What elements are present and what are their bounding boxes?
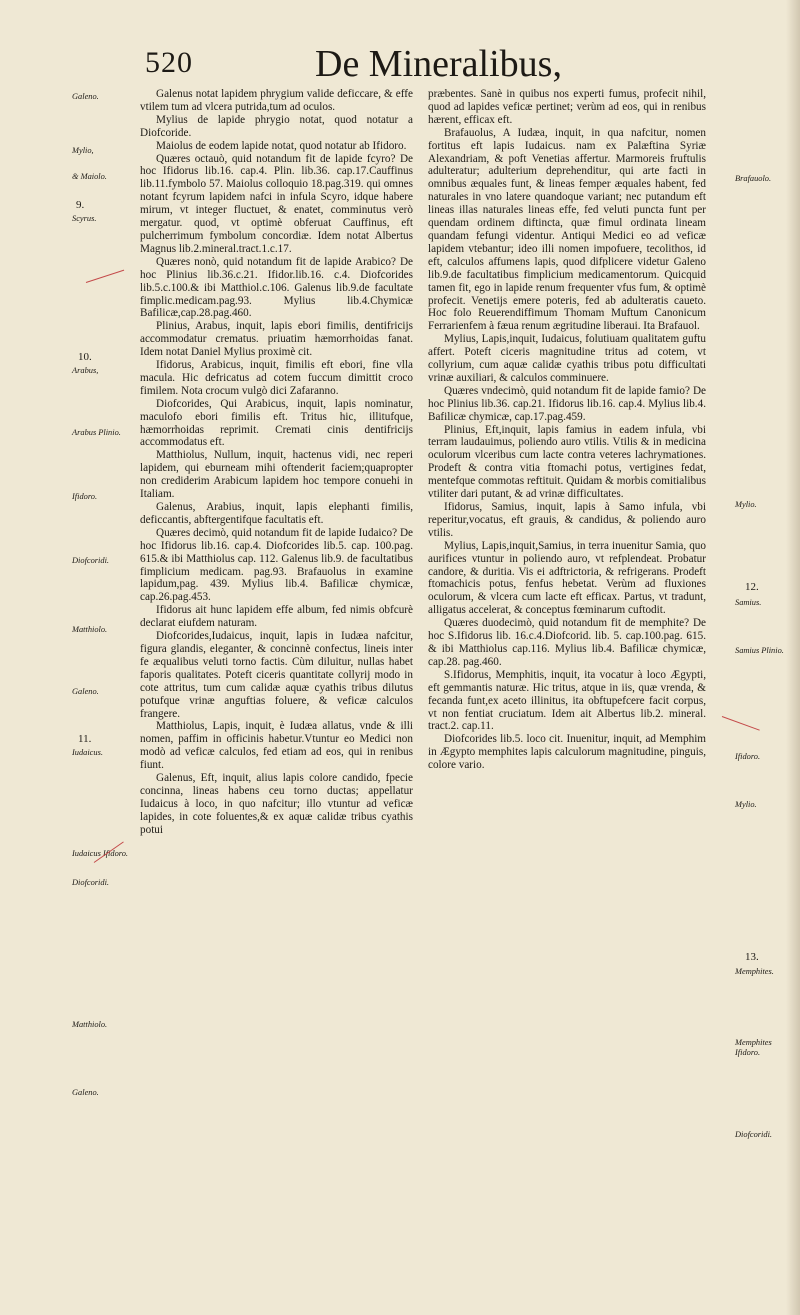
margin-note: Arabus Plinio. (72, 428, 121, 437)
margin-note: Matthiolo. (72, 625, 108, 634)
margin-note: Scyrus. (72, 214, 97, 223)
margin-note: Galeno. (72, 1088, 99, 1097)
paragraph: Quæres decimò, quid notandum fit de lapide Iudaico? De hoc Ifidorus lib.16. cap.4. Diofcorides lib.5. cap. 100.pag. 615.& ibi Matthiolus cap. 112. Galenus lib.9. de facultatibus fimplicium medicam. pag.93. Brafauolus in examine lapidum,pag. 439. Mylius lib.4. Bafilicæ chymicæ, cap.26.pag.453. (140, 526, 413, 604)
margin-note: Arabus, (72, 366, 99, 375)
page-edge-shadow (786, 0, 800, 1315)
paragraph: Mylius de lapide phrygio notat, quod notatur a Diofcoride. (140, 113, 413, 139)
margin-note: Diofcoridi. (72, 878, 109, 887)
paragraph: Ifidorus ait hunc lapidem effe album, fed nimis obfcurè declarat eiufdem naturam. (140, 604, 413, 630)
margin-note: Memphites. (735, 967, 774, 976)
margin-number: 11. (78, 733, 92, 745)
margin-number: 13. (745, 951, 759, 963)
page-header (145, 38, 705, 88)
margin-note: Brafauolo. (735, 174, 772, 183)
paragraph: præbentes. Sanè in quibus nos experti fumus, profecit nihil, quod ad lapides veficæ pertinet; verùm ad eos, qui in renibus hærent, efficax eft. (428, 88, 706, 126)
margin-note: Diofcoridi. (735, 1130, 772, 1139)
margin-note: Matthiolo. (72, 1020, 108, 1029)
margin-note: Ifidoro. (735, 752, 761, 761)
margin-note: Galeno. (72, 92, 99, 101)
paragraph: Plinius, Eft,inquit, lapis famius in eadem infula, vbi terram laudauimus, poliendo auro vtilis. Vtilis & in medicina oculorum vlceribus cum lacte contra veteres lachrymationes. Prodeft & contra vitia ftomachi potus, vertigines fedat, mentefque commotas reftituit. Quidam & morbis comitialibus vtiliter dari putant, & ad vrinæ difficultates. (428, 423, 706, 501)
paragraph: Mylius, Lapis,inquit,Samius, in terra inuenitur Samia, quo aurifices vtuntur in poliendo auro, vt refplendeat. Probatur candore, & duritia. Vis ei adftrictoria, & refrigerans. Prodeft ftomachicis potus, fenfus hebetat. Verùm ad fluxiones oculorum, & vlcera cum lacte eft efficax. Partus, vt tradunt, alligatus accelerat, & conceptus fœminarum cuftodit. (428, 539, 706, 617)
paragraph: Matthiolus, Nullum, inquit, hactenus vidi, nec reperi lapidem, qui eburneam mihi oftenderit faciem;quapropter non crediderim Arabicum lapidem hoc tempore conuehi in Italiam. (140, 449, 413, 501)
margin-note: & Maiolo. (72, 172, 107, 181)
paragraph: Galenus notat lapidem phrygium valide deficcare, & effe vtilem tum ad vlcera putrida,tum ad oculos. (140, 88, 413, 113)
right-column (428, 88, 706, 772)
margin-note: Mylio, (72, 146, 94, 155)
paragraph: Diofcorides, Qui Arabicus, inquit, lapis nominatur, maculofo ebori fimilis eft. Tritus hic, illitufque, hæmorrhoidas reprimit. Cremati cinis dentifricijs accommodatus eft. (140, 397, 413, 449)
margin-note: Memphites Ifidoro. (735, 1038, 772, 1057)
running-title: De Mineralibus, (315, 43, 562, 85)
paragraph: Diofcorides,Iudaicus, inquit, lapis in Iudæa nafcitur, figura glandis, eleganter, & concinnè confectus, lineis inter fe æqualibus veluti torno factis. Cùm diluitur, nullas habet faporis qualitates. Poteft ciceris quantitate collyrij modo in cote attritus, tum cum calidæ aquæ cyathis tribus dilutus potufque vrinæ anguftias foluere, & veficæ calculos frangere. (140, 630, 413, 720)
paragraph: Quæres vndecimò, quid notandum fit de lapide famio? De hoc Plinius lib.36. cap.21. Ifidorus lib.16. cap.4. Mylius lib.4. Bafilicæ chymicæ, cap.17.pag.459. (428, 384, 706, 423)
margin-note: Iudaicus. (72, 748, 103, 757)
pen-mark (722, 716, 760, 731)
pen-mark (86, 270, 124, 283)
paragraph: Ifidorus, Arabicus, inquit, fimilis eft ebori, fine vlla macula. Hic defricatus ad cotem fuccum dimittit croco fimilem. Nota crocum vulgò dici Zafaranno. (140, 359, 413, 397)
paragraph: Galenus, Arabius, inquit, lapis elephanti fimilis, deficcantis, abftergentifque facultatis eft. (140, 501, 413, 526)
paragraph: Matthiolus, Lapis, inquit, è Iudæa allatus, vnde & illi nomen, paffim in officinis habetur.Vtuntur eo Medici non modò ad veficæ calculos, fed etiam ad eos, qui in renibus fiunt. (140, 720, 413, 772)
margin-note: Galeno. (72, 687, 99, 696)
margin-number: 12. (745, 581, 759, 593)
margin-note: Diofcoridi. (72, 556, 109, 565)
margin-note: Iudaicus Ifidoro. (72, 849, 128, 858)
left-column (140, 88, 413, 837)
margin-note: Ifidoro. (72, 492, 98, 501)
paragraph: S.Ifidorus, Memphitis, inquit, ita vocatur à loco Ægypti, eft gemmantis naturæ. Hic tritus, atque in iis, quæ vrenda, & fecanda funt,ex aceto illinitus, ita obftupefcere facit corpus, vt non fentiat cruciatum. Idem ait Albertus lib.2. mineral. tract.2. cap.11. (428, 668, 706, 733)
page-number: 520 (145, 46, 193, 79)
paragraph: Quæres octauò, quid notandum fit de lapide fcyro? De hoc Ifidorus lib.16. cap.4. Plin. lib.36. cap.17.Cauffinus lib.11.fymbolo 57. Maiolus colloquio 18.pag.319. qui omnes notant fcyrum lapidem nafci in infula Scyro, idque habere mirum, vt integer fluctuet, & enatet, comminutus verò mergatur. quod, vt optimè obferuat Cauffinus, eft pulcherrimum fymbolum concordiæ. Idem notat Albertus Magnus lib.2.mineral.tract.1.c.17. (140, 152, 413, 255)
paragraph: Diofcorides lib.5. loco cit. Inuenitur, inquit, ad Memphim in Ægypto memphites lapis calculorum magnitudine, pinguis, colore vario. (428, 733, 706, 772)
paragraph: Brafauolus, A Iudæa, inquit, in qua nafcitur, nomen fortitus eft lapis Iudaicus. nam ex Palæftina Syriæ Alexandriam, & poft Venetias affertur. Marmoreis fruftulis adulteratur; adulterium deprehenditur, qui arte facti in omnibus æquales funt, & lineas femper æquales habent, fed naturales in vno latere quandoque variant; nec putandum eft lineas illas naturales lineas effe, fed veluti puncta funt per quendam ordinem diftincta, quæ fimul ordinata lineam quandam fefungi videntur. Antiqui Medici eo ad veficæ lapidem vtebantur; ideo illi nomen impofuere, tecolithos, id eft, calculos affumens lapis, quod difplicere videtur Galeno lib.9.de facultatibus fimplicium medicamentorum. Quicquid tamen fit, ego in lapide renum frequenter vfus fum, & optimè profecit. Venetijs emere poteris, fed ab adulteratis caueto. Hoc folo Reuerendiffimum Thomam Muftum Canonicum Ferrarienfem à fæua renum ægritudine liberaui. Ita Brafauol. (428, 126, 706, 333)
paragraph: Plinius, Arabus, inquit, lapis ebori fimilis, dentifricijs accommodatur crematus. priuatim hæmorrhoidas fanat. Idem notat Daniel Mylius proximè cit. (140, 320, 413, 359)
margin-note: Mylio. (735, 800, 757, 809)
margin-number: 10. (78, 351, 92, 363)
margin-note: Mylio. (735, 500, 757, 509)
margin-note: Samius. (735, 598, 762, 607)
paragraph: Ifidorus, Samius, inquit, lapis à Samo infula, vbi reperitur,vocatus, eft grauis, & candidus, & poliendo auro vtilis. (428, 501, 706, 539)
paragraph: Mylius, Lapis,inquit, Iudaicus, folutiuam qualitatem guftu affert. Poteft ciceris magnitudine tritus ad cotem, vt collyrium, cum aquæ calidæ cyathis tribus potu difficultati vrinæ auxiliari, & calculos comminuere. (428, 333, 706, 384)
paragraph: Galenus, Eft, inquit, alius lapis colore candido, fpecie concinna, lineas habens ceu torno ductas; appellatur Iudaicus à loco, in quo nafcitur; illo vtuntur ad veficæ lapides, in cote foluentes,& ex aquæ calidæ tribus cyathis potui (140, 772, 413, 836)
margin-number: 9. (76, 199, 85, 211)
paragraph: Maiolus de eodem lapide notat, quod notatur ab Ifidoro. (156, 139, 407, 152)
paragraph: Quæres nonò, quid notandum fit de lapide Arabico? De hoc Plinius lib.36.c.21. Ifidor.lib.16. c.4. Diofcorides lib.5.c.100.& ibi Matthiol.c.106. Galenus lib.9.de facultate fimplic.medicam.pag.93. Mylius lib.4.Chymicæ Bafilicæ,cap.28.pag.460. (140, 255, 413, 320)
paragraph: Quæres duodecimò, quid notandum fit de memphite? De hoc S.Ifidorus lib. 16.c.4.Diofcorid. lib. 5. cap.100.pag. 615. & ibi Matthiolus cap.116. Mylius lib.4. Bafilicæ chymicæ, cap.28. pag.460. (428, 617, 706, 668)
margin-note: Samius Plinio. (735, 646, 784, 655)
